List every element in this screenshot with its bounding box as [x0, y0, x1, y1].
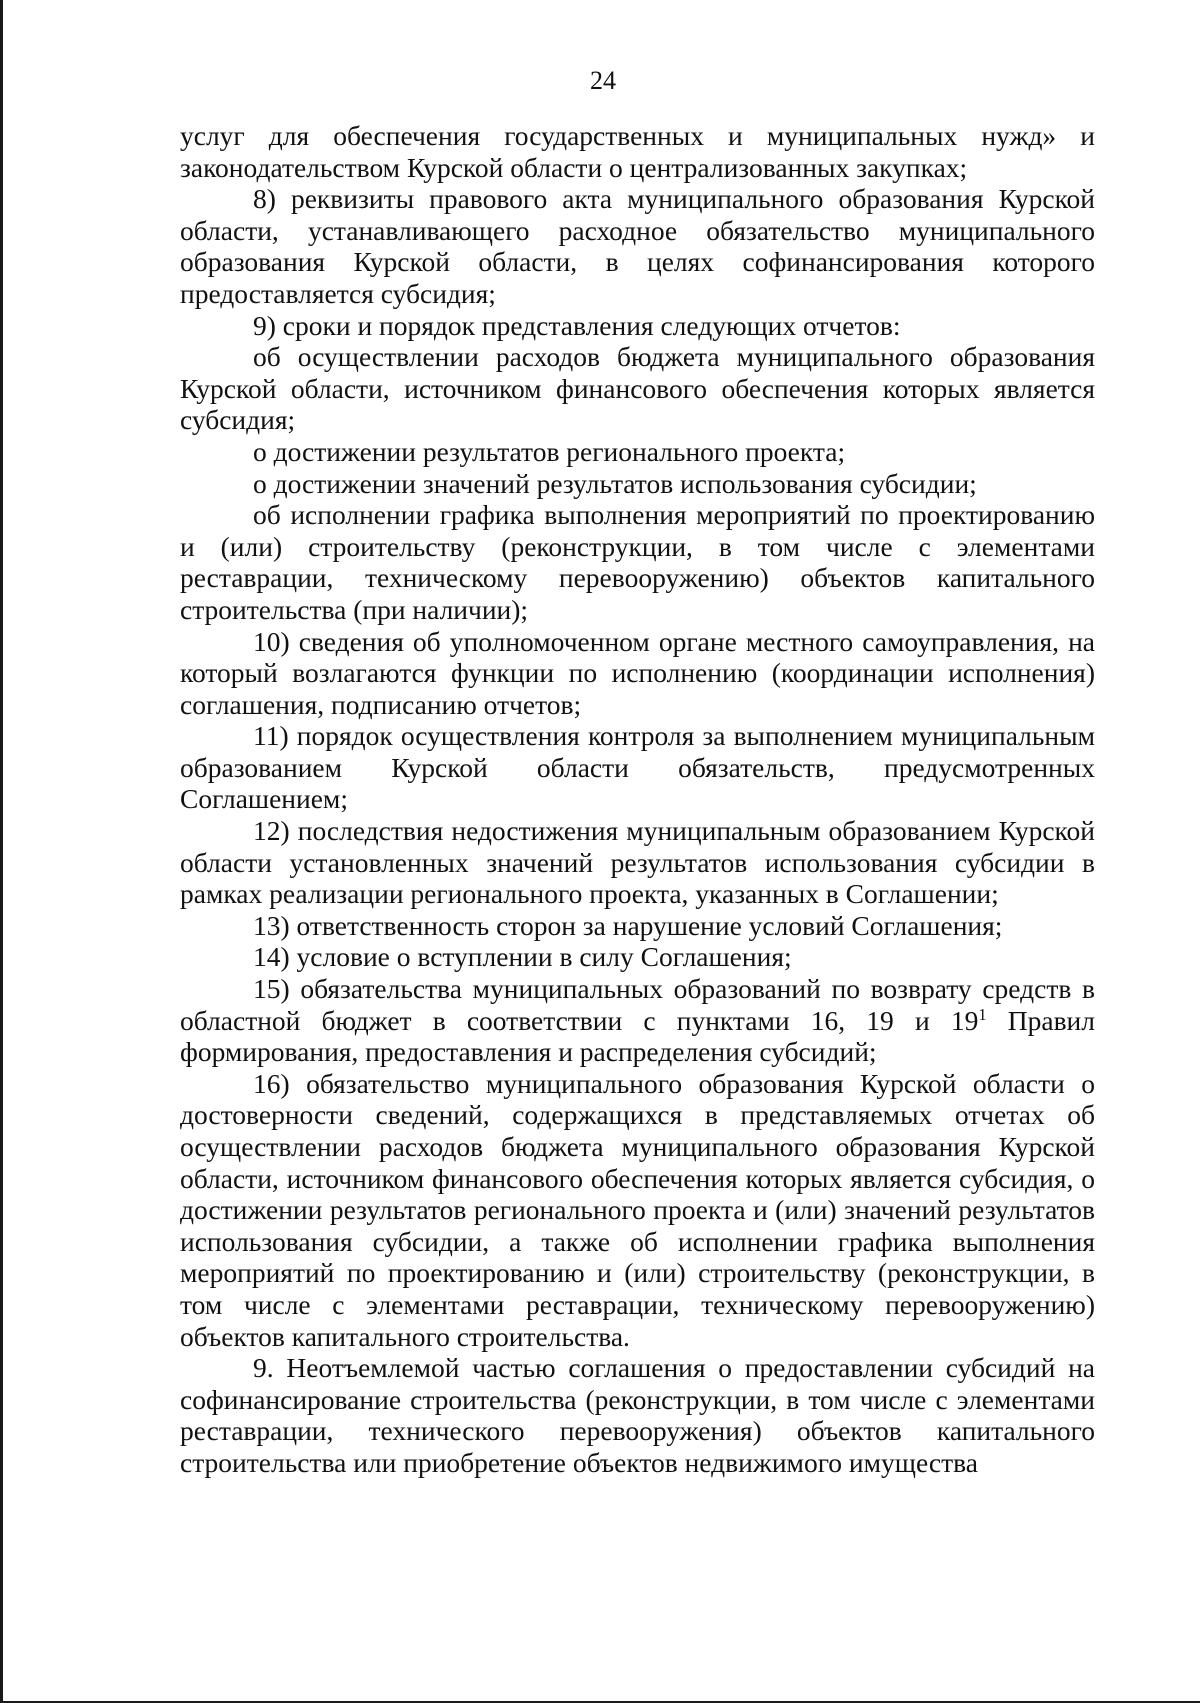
paragraph-text: 15) обязательства муниципальных образований по возврату средств в областной бюджет в соответствии с пунктами 16, 19 и 19 — [180, 973, 1095, 1036]
paragraph: 11) порядок осуществления контроля за выполнением муниципальным образованием Курской области обязательств, предусмотренных Соглашением; — [180, 720, 1095, 815]
paragraph: 16) обязательство муниципального образования Курской области о достоверности сведений, содержащихся в представляемых отчетах об осуществлении расходов бюджета муниципального образования Курской области, источником финансового обеспечения которых является субсидия, о достижении результатов регионального проекта и (или) значений результатов использования субсидии, а также об исполнении графика выполнения мероприятий по проектированию и (или) строительству (реконструкции, в том числе с элементами реставрации, техническому перевооружению) объектов капитального строительства. — [180, 1067, 1095, 1352]
paragraph: услуг для обеспечения государственных и муниципальных нужд» и законодательством Курской области о централизованных закупках; — [180, 120, 1095, 183]
page-number: 24 — [590, 66, 616, 95]
paragraph: 12) последствия недостижения муниципальным образованием Курской области установленных значений результатов использования субсидии в рамках реализации регионального проекта, указанных в Соглашении; — [180, 815, 1095, 910]
paragraph: 14) условие о вступлении в силу Соглашения; — [253, 941, 792, 973]
paragraph: 9) сроки и порядок представления следующих отчетов: — [253, 309, 901, 341]
paragraph: 13) ответственность сторон за нарушение условий Соглашения; — [253, 909, 1003, 941]
paragraph: о достижении значений результатов использования субсидии; — [253, 467, 977, 499]
paragraph: об исполнении графика выполнения мероприятий по проектированию и (или) строительству (реконструкции, в том числе с элементами реставрации, техническому перевооружению) объектов капитального строительства (при наличии); — [180, 499, 1095, 625]
paragraph-item-15 — [180, 973, 1095, 1068]
paragraph-text: Правил формирования, предоставления и распределения субсидий; — [180, 1004, 1095, 1068]
paragraph: 8) реквизиты правового акта муниципального образования Курской области, устанавливающего расходное обязательство муниципального образования Курской области, в целях софинансирования которого предоставляется субсидия; — [180, 183, 1095, 309]
paragraph: 10) сведения об уполномоченном органе местного самоуправления, на который возлагаются функции по исполнению (координации исполнения) соглашения, подписанию отчетов; — [180, 625, 1095, 720]
document-body — [180, 120, 1095, 1479]
superscript: 1 — [978, 1004, 987, 1024]
paragraph: об осуществлении расходов бюджета муниципального образования Курской области, источником финансового обеспечения которых является субсидия; — [180, 341, 1095, 436]
paragraph: 9. Неотъемлемой частью соглашения о предоставлении субсидий на софинансирование строительства (реконструкции, в том числе с элементами реставрации, технического перевооружения) объектов капитального строительства или приобретение объектов недвижимого имущества — [180, 1352, 1095, 1478]
paragraph: о достижении результатов регионального проекта; — [253, 435, 846, 467]
